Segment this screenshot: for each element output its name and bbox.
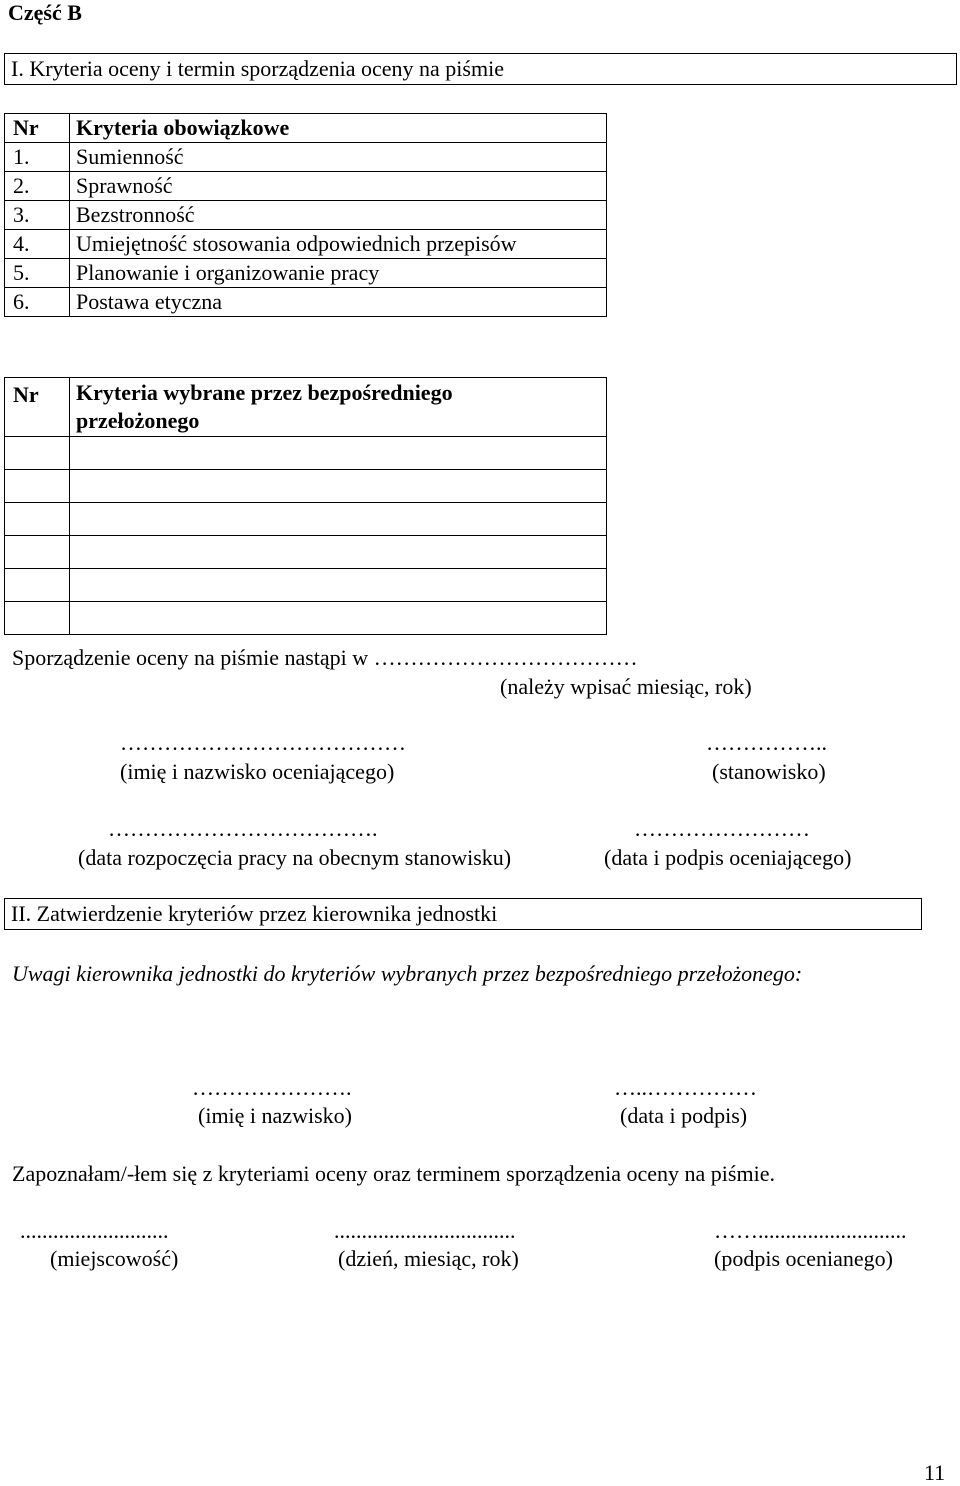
- table-row: [5, 437, 607, 470]
- empty-nr-cell[interactable]: [5, 536, 70, 569]
- header-line-1: Kryteria wybrane przez bezpośredniego: [76, 380, 453, 405]
- section-2-box: [4, 898, 922, 930]
- table-header-row: [5, 378, 607, 437]
- section-1-box: [4, 53, 957, 85]
- mandatory-criteria-header: Kryteria obowiązkowe: [70, 114, 607, 143]
- table-row: [5, 602, 607, 635]
- deadline-text: Sporządzenie oceny na piśmie nastąpi w ………………………………: [12, 645, 638, 670]
- row-nr: 5.: [5, 259, 70, 288]
- mandatory-criteria-table: [4, 113, 607, 317]
- table-row: [5, 288, 607, 317]
- empty-criteria-cell[interactable]: [70, 437, 607, 470]
- table-row: [5, 503, 607, 536]
- position-label: (stanowisko): [712, 759, 826, 784]
- table-row: [5, 172, 607, 201]
- empty-criteria-cell[interactable]: [70, 569, 607, 602]
- position-dots[interactable]: ……………..: [706, 730, 827, 755]
- row-label: Sumienność: [70, 143, 607, 172]
- evaluator-name-dots[interactable]: …………………………………: [120, 730, 406, 755]
- table-row: [5, 259, 607, 288]
- row-nr: 1.: [5, 143, 70, 172]
- empty-nr-cell[interactable]: [5, 569, 70, 602]
- empty-criteria-cell[interactable]: [70, 602, 607, 635]
- place-label: (miejscowość): [50, 1246, 179, 1271]
- manager-remarks: Uwagi kierownika jednostki do kryteriów wybranych przez bezpośredniego przełożonego:: [12, 961, 803, 986]
- start-date-label: (data rozpoczęcia pracy na obecnym stanowisku): [78, 845, 512, 870]
- start-date-dots[interactable]: ……………………………….: [108, 816, 378, 841]
- row-label: Planowanie i organizowanie pracy: [70, 259, 607, 288]
- table-row: [5, 201, 607, 230]
- header-line-2: przełożonego: [76, 408, 200, 433]
- empty-criteria-cell[interactable]: [70, 470, 607, 503]
- page-number: 11: [924, 1460, 946, 1485]
- evaluator-name-label: (imię i nazwisko oceniającego): [120, 759, 395, 784]
- row-nr: 6.: [5, 288, 70, 317]
- table-row: [5, 230, 607, 259]
- manager-sign-dots[interactable]: …..……………: [614, 1075, 757, 1100]
- row-label: Postawa etyczna: [70, 288, 607, 317]
- row-label: Umiejętność stosowania odpowiednich przepisów: [70, 230, 607, 259]
- empty-nr-cell[interactable]: [5, 470, 70, 503]
- evaluated-sign-dots[interactable]: ……...........................: [714, 1218, 907, 1243]
- row-nr: 2.: [5, 172, 70, 201]
- section-2-title: II. Zatwierdzenie kryteriów przez kierownika jednostki: [11, 901, 498, 926]
- selected-criteria-header: [70, 378, 607, 437]
- part-title: Część B: [8, 0, 82, 25]
- table-row: [5, 536, 607, 569]
- section-1-title: I. Kryteria oceny i termin sporządzenia oceny na piśmie: [11, 56, 504, 81]
- deadline-hint: (należy wpisać miesiąc, rok): [500, 674, 752, 699]
- manager-name-label: (imię i nazwisko): [198, 1103, 352, 1128]
- nr-header: Nr: [5, 378, 70, 437]
- evaluated-sign-label: (podpis ocenianego): [714, 1246, 893, 1271]
- row-nr: 3.: [5, 201, 70, 230]
- empty-nr-cell[interactable]: [5, 602, 70, 635]
- nr-header: Nr: [5, 114, 70, 143]
- date-label: (dzień, miesiąc, rok): [338, 1246, 519, 1271]
- table-row: [5, 569, 607, 602]
- table-header-row: [5, 114, 607, 143]
- date-dots[interactable]: .................................: [334, 1218, 516, 1243]
- manager-name-dots[interactable]: ………………….: [192, 1075, 352, 1100]
- place-dots[interactable]: ...........................: [20, 1218, 169, 1243]
- row-label: Bezstronność: [70, 201, 607, 230]
- row-label: Sprawność: [70, 172, 607, 201]
- acknowledgement-text: Zapoznałam/-łem się z kryteriami oceny oraz terminem sporządzenia oceny na piśmie.: [12, 1161, 775, 1186]
- evaluator-sign-dots[interactable]: ……………………: [634, 816, 810, 841]
- empty-nr-cell[interactable]: [5, 437, 70, 470]
- empty-criteria-cell[interactable]: [70, 503, 607, 536]
- table-row: [5, 470, 607, 503]
- manager-sign-label: (data i podpis): [620, 1103, 748, 1128]
- empty-criteria-cell[interactable]: [70, 536, 607, 569]
- table-row: [5, 143, 607, 172]
- selected-criteria-table: [4, 377, 607, 635]
- empty-nr-cell[interactable]: [5, 503, 70, 536]
- row-nr: 4.: [5, 230, 70, 259]
- evaluator-sign-label: (data i podpis oceniającego): [604, 845, 852, 870]
